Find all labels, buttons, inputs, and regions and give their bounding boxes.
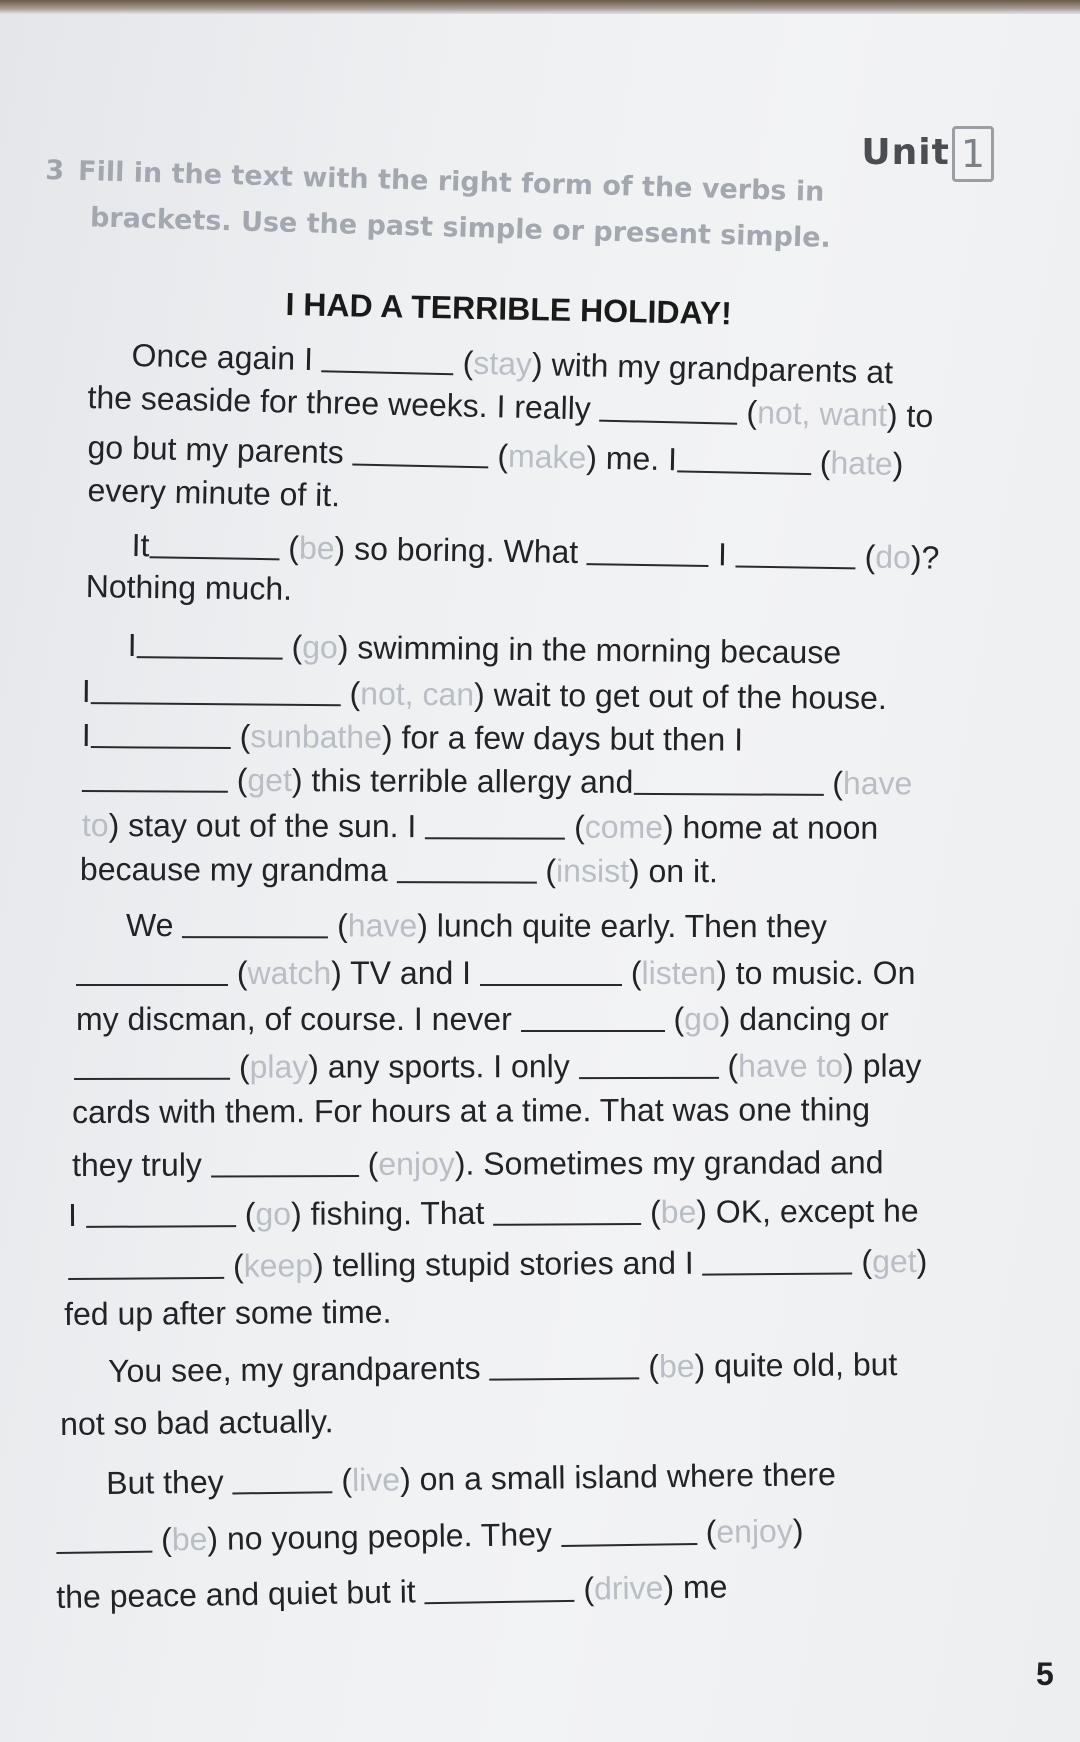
text-line: not so bad actually. <box>60 1403 334 1442</box>
verb-hint: have to <box>738 1047 844 1084</box>
answer-blank[interactable] <box>561 1513 697 1547</box>
verb-hint: play <box>249 1048 309 1085</box>
answer-blank[interactable] <box>182 906 328 938</box>
answer-blank[interactable] <box>702 1243 852 1276</box>
text-line: It (be) so boring. What I (do)? <box>131 526 940 576</box>
exercise-number: 3 <box>44 154 65 187</box>
text-line: (watch) TV and I (listen) to music. On <box>76 954 915 992</box>
exercise-title: I HAD A TERRIBLE HOLIDAY! <box>285 286 733 332</box>
text-line: But they (live) on a small island where there <box>106 1456 837 1501</box>
answer-blank[interactable] <box>91 716 231 749</box>
verb-hint: live <box>351 1461 401 1498</box>
text-line: I (sunbathe) for a few days but then I <box>81 717 744 758</box>
answer-blank[interactable] <box>736 535 856 569</box>
text-line: go but my parents (make) me. I (hate) <box>87 428 904 483</box>
exercise-instruction <box>43 148 855 263</box>
text-line: because my grandma (insist) on it. <box>79 851 718 890</box>
answer-blank[interactable] <box>137 626 283 660</box>
answer-blank[interactable] <box>232 1461 332 1494</box>
verb-hint: be <box>171 1520 208 1558</box>
text-line: Once again I (stay) with my grandparents at <box>131 336 894 391</box>
verb-hint: drive <box>593 1569 664 1607</box>
verb-hint: not, want <box>756 394 888 434</box>
instruction-line-1: Fill in the text with the right form of the verbs in <box>77 155 825 208</box>
text-line: (play) any sports. I only (have to) play <box>74 1047 921 1086</box>
answer-blank[interactable] <box>76 954 228 986</box>
text-line: You see, my grandparents (be) quite old, but <box>108 1346 898 1389</box>
verb-hint: watch <box>247 955 332 991</box>
answer-blank[interactable] <box>211 1145 359 1178</box>
verb-hint: come <box>584 808 664 846</box>
text-line: (keep) telling stupid stories and I (get) <box>68 1242 927 1286</box>
answer-blank[interactable] <box>599 390 738 425</box>
text-line: I (not, can) wait to get out of the house. <box>81 672 887 717</box>
answer-blank[interactable] <box>521 1000 665 1032</box>
answer-blank[interactable] <box>633 763 823 796</box>
instruction-line-2: brackets. Use the past simple or present simple. <box>89 202 832 254</box>
verb-hint: go <box>684 1001 720 1037</box>
text-line: fed up after some time. <box>64 1293 392 1332</box>
verb-hint: enjoy <box>378 1145 455 1182</box>
verb-hint: be <box>658 1347 695 1385</box>
unit-label: Unit <box>861 132 950 173</box>
unit-number: 1 <box>952 126 994 182</box>
page-number: 5 <box>1036 1656 1054 1692</box>
answer-blank[interactable] <box>82 760 228 793</box>
answer-blank[interactable] <box>493 1193 641 1226</box>
verb-hint: get <box>872 1243 917 1280</box>
answer-blank[interactable] <box>74 1048 230 1080</box>
verb-hint: do <box>875 538 912 576</box>
text-line: to) stay out of the sun. I (come) home at noon <box>81 807 879 846</box>
text-line: (be) no young people. They (enjoy) <box>56 1512 804 1560</box>
verb-hint: to <box>81 807 109 844</box>
answer-blank[interactable] <box>149 526 279 560</box>
answer-blank[interactable] <box>56 1521 152 1554</box>
verb-hint: make <box>507 437 587 476</box>
verb-hint: keep <box>243 1247 314 1284</box>
answer-blank[interactable] <box>424 1570 574 1604</box>
verb-hint: not, can <box>360 675 475 713</box>
text-line: We (have) lunch quite early. Then they <box>125 907 827 945</box>
verb-hint: sunbathe <box>250 718 383 756</box>
answer-blank[interactable] <box>425 807 565 839</box>
text-line: cards with them. For hours at a time. That was one thing <box>72 1091 871 1130</box>
verb-hint: hate <box>830 444 894 482</box>
answer-blank[interactable] <box>579 1047 719 1079</box>
text-line: they truly (enjoy). Sometimes my grandad and <box>72 1144 884 1183</box>
text-line: every minute of it. <box>87 472 341 514</box>
verb-hint: go <box>302 628 339 666</box>
verb-hint: have <box>347 907 418 944</box>
verb-hint: be <box>298 529 335 567</box>
verb-hint: listen <box>641 955 717 991</box>
answer-blank[interactable] <box>396 851 536 883</box>
text-line: I (go) fishing. That (be) OK, except he <box>68 1192 919 1233</box>
text-line: the seaside for three weeks. I really (not, want) to <box>87 378 934 435</box>
answer-blank[interactable] <box>91 672 341 706</box>
text-line: (get) this terrible allergy and (have <box>82 760 913 802</box>
text-line: my discman, of course. I never (go) dancing or <box>76 1001 889 1037</box>
text-line: the peace and quiet but it (drive) me <box>56 1568 728 1615</box>
answer-blank[interactable] <box>68 1247 224 1280</box>
answer-blank[interactable] <box>587 533 709 567</box>
page-top-edge <box>0 0 1080 14</box>
verb-hint: insist <box>556 852 630 889</box>
answer-blank[interactable] <box>352 434 489 469</box>
answer-blank[interactable] <box>480 954 622 986</box>
verb-hint: get <box>247 761 293 799</box>
verb-hint: enjoy <box>716 1512 794 1550</box>
unit-header <box>861 132 994 182</box>
verb-hint: stay <box>472 344 533 383</box>
text-line: I (go) swimming in the morning because <box>127 626 842 671</box>
answer-blank[interactable] <box>677 440 812 475</box>
answer-blank[interactable] <box>489 1347 639 1380</box>
verb-hint: go <box>255 1195 292 1233</box>
verb-hint: have <box>842 764 913 802</box>
answer-blank[interactable] <box>322 340 455 375</box>
verb-hint: be <box>660 1193 697 1230</box>
text-line: Nothing much. <box>85 568 293 607</box>
answer-blank[interactable] <box>86 1195 236 1228</box>
